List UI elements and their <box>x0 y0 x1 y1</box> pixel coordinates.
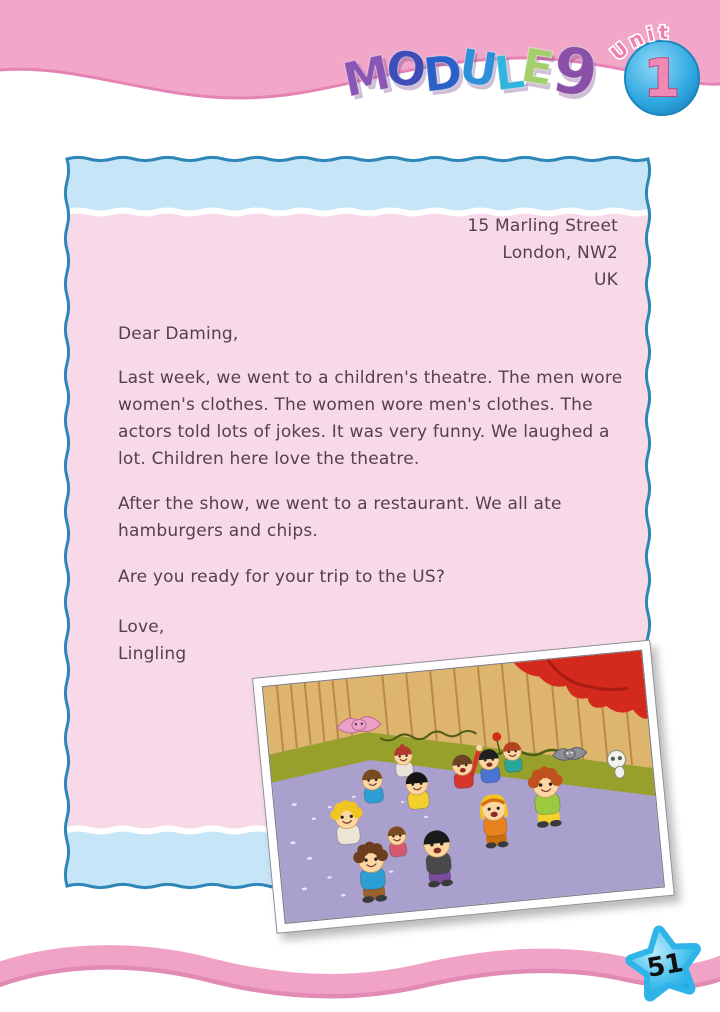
letter-closing <box>118 614 186 668</box>
footer-ribbon <box>0 930 720 1012</box>
unit-number: 1 <box>643 49 681 109</box>
module-letter: D <box>420 45 462 104</box>
photo-scene <box>263 651 664 923</box>
module-letter: M <box>338 45 393 109</box>
module-logo <box>338 28 600 113</box>
theatre-photo <box>252 640 675 934</box>
address-line: London, NW2 <box>502 243 618 263</box>
unit-badge <box>596 6 720 122</box>
letter-paragraph: Last week, we went to a children's theatre. The men wore women's clothes. The women wore men's clothes. The actors told lots of jokes. It was very funny. We laughed a lot. Children here love the theatre. <box>118 368 623 469</box>
module-number: 9 <box>547 33 600 113</box>
address-line: UK <box>594 270 618 290</box>
module-letter: U <box>454 38 499 99</box>
letter-top-band <box>63 155 652 212</box>
module-letter: E <box>516 37 556 98</box>
letter-paragraph: Are you ready for your trip to the US? <box>118 567 446 587</box>
closing-word: Love, <box>118 617 165 637</box>
letter-salutation: Dear Daming, <box>118 324 239 344</box>
letter-signature: Lingling <box>118 644 187 664</box>
letter-address <box>467 213 618 294</box>
page-number: 51 <box>644 948 686 984</box>
module-letter: O <box>382 39 427 100</box>
page-number-badge <box>620 918 710 1012</box>
module-letter: L <box>491 44 525 103</box>
unit-label: Unit <box>606 21 673 65</box>
letter-paragraph: After the show, we went to a restaurant. We all ate hamburgers and chips. <box>118 494 562 541</box>
module-logo-text <box>338 33 600 113</box>
address-line: 15 Marling Street <box>467 216 618 236</box>
